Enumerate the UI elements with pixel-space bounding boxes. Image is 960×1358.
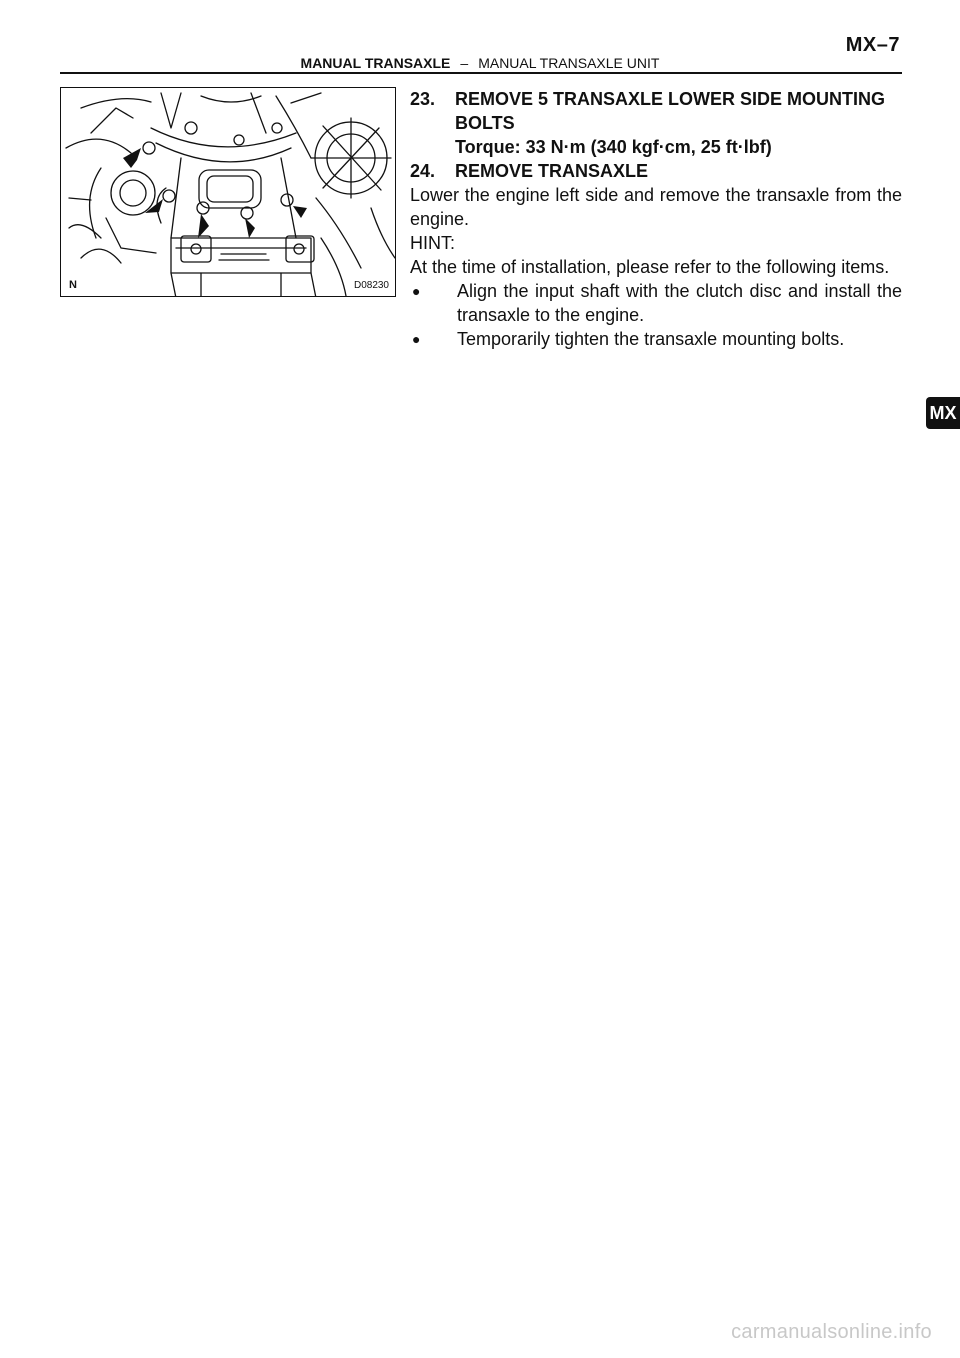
figure-tag: N bbox=[69, 279, 77, 291]
procedure-content bbox=[410, 87, 902, 351]
subsection-title: MANUAL TRANSAXLE UNIT bbox=[478, 55, 660, 71]
list-item-text: Temporarily tighten the transaxle mounting bolts. bbox=[457, 329, 845, 349]
bullet-icon: ● bbox=[412, 331, 421, 347]
step-24-heading bbox=[410, 159, 902, 183]
header-separator: – bbox=[460, 55, 469, 71]
list-item bbox=[410, 327, 902, 351]
hint-label: HINT: bbox=[410, 233, 455, 253]
list-item-text: Align the input shaft with the clutch disc and install the transaxle to the engine. bbox=[457, 281, 902, 325]
bullet-icon: ● bbox=[412, 283, 421, 299]
figure-code: D08230 bbox=[353, 280, 389, 291]
transaxle-illustration bbox=[61, 88, 396, 297]
section-title: MANUAL TRANSAXLE bbox=[300, 55, 451, 71]
section-tab: MX bbox=[926, 397, 960, 429]
step-number: 23. bbox=[410, 89, 436, 109]
hint-text: At the time of installation, please refer to the following items. bbox=[410, 257, 890, 277]
step-23-heading bbox=[410, 87, 902, 135]
torque-spec: Torque: 33 N·m (340 kgf·cm, 25 ft·lbf) bbox=[455, 137, 772, 157]
running-header bbox=[0, 55, 960, 71]
step-title: REMOVE TRANSAXLE bbox=[455, 161, 649, 181]
illustration-figure bbox=[60, 87, 396, 297]
list-item bbox=[410, 279, 902, 327]
watermark: carmanualsonline.info bbox=[731, 1321, 932, 1343]
instruction-text: Lower the engine left side and remove the transaxle from the engine. bbox=[410, 185, 902, 229]
step-title: REMOVE 5 TRANSAXLE LOWER SIDE MOUNTING BOLTS bbox=[455, 89, 886, 133]
page-number: MX–7 bbox=[845, 34, 900, 56]
step-number: 24. bbox=[410, 161, 436, 181]
header-rule bbox=[60, 72, 902, 74]
